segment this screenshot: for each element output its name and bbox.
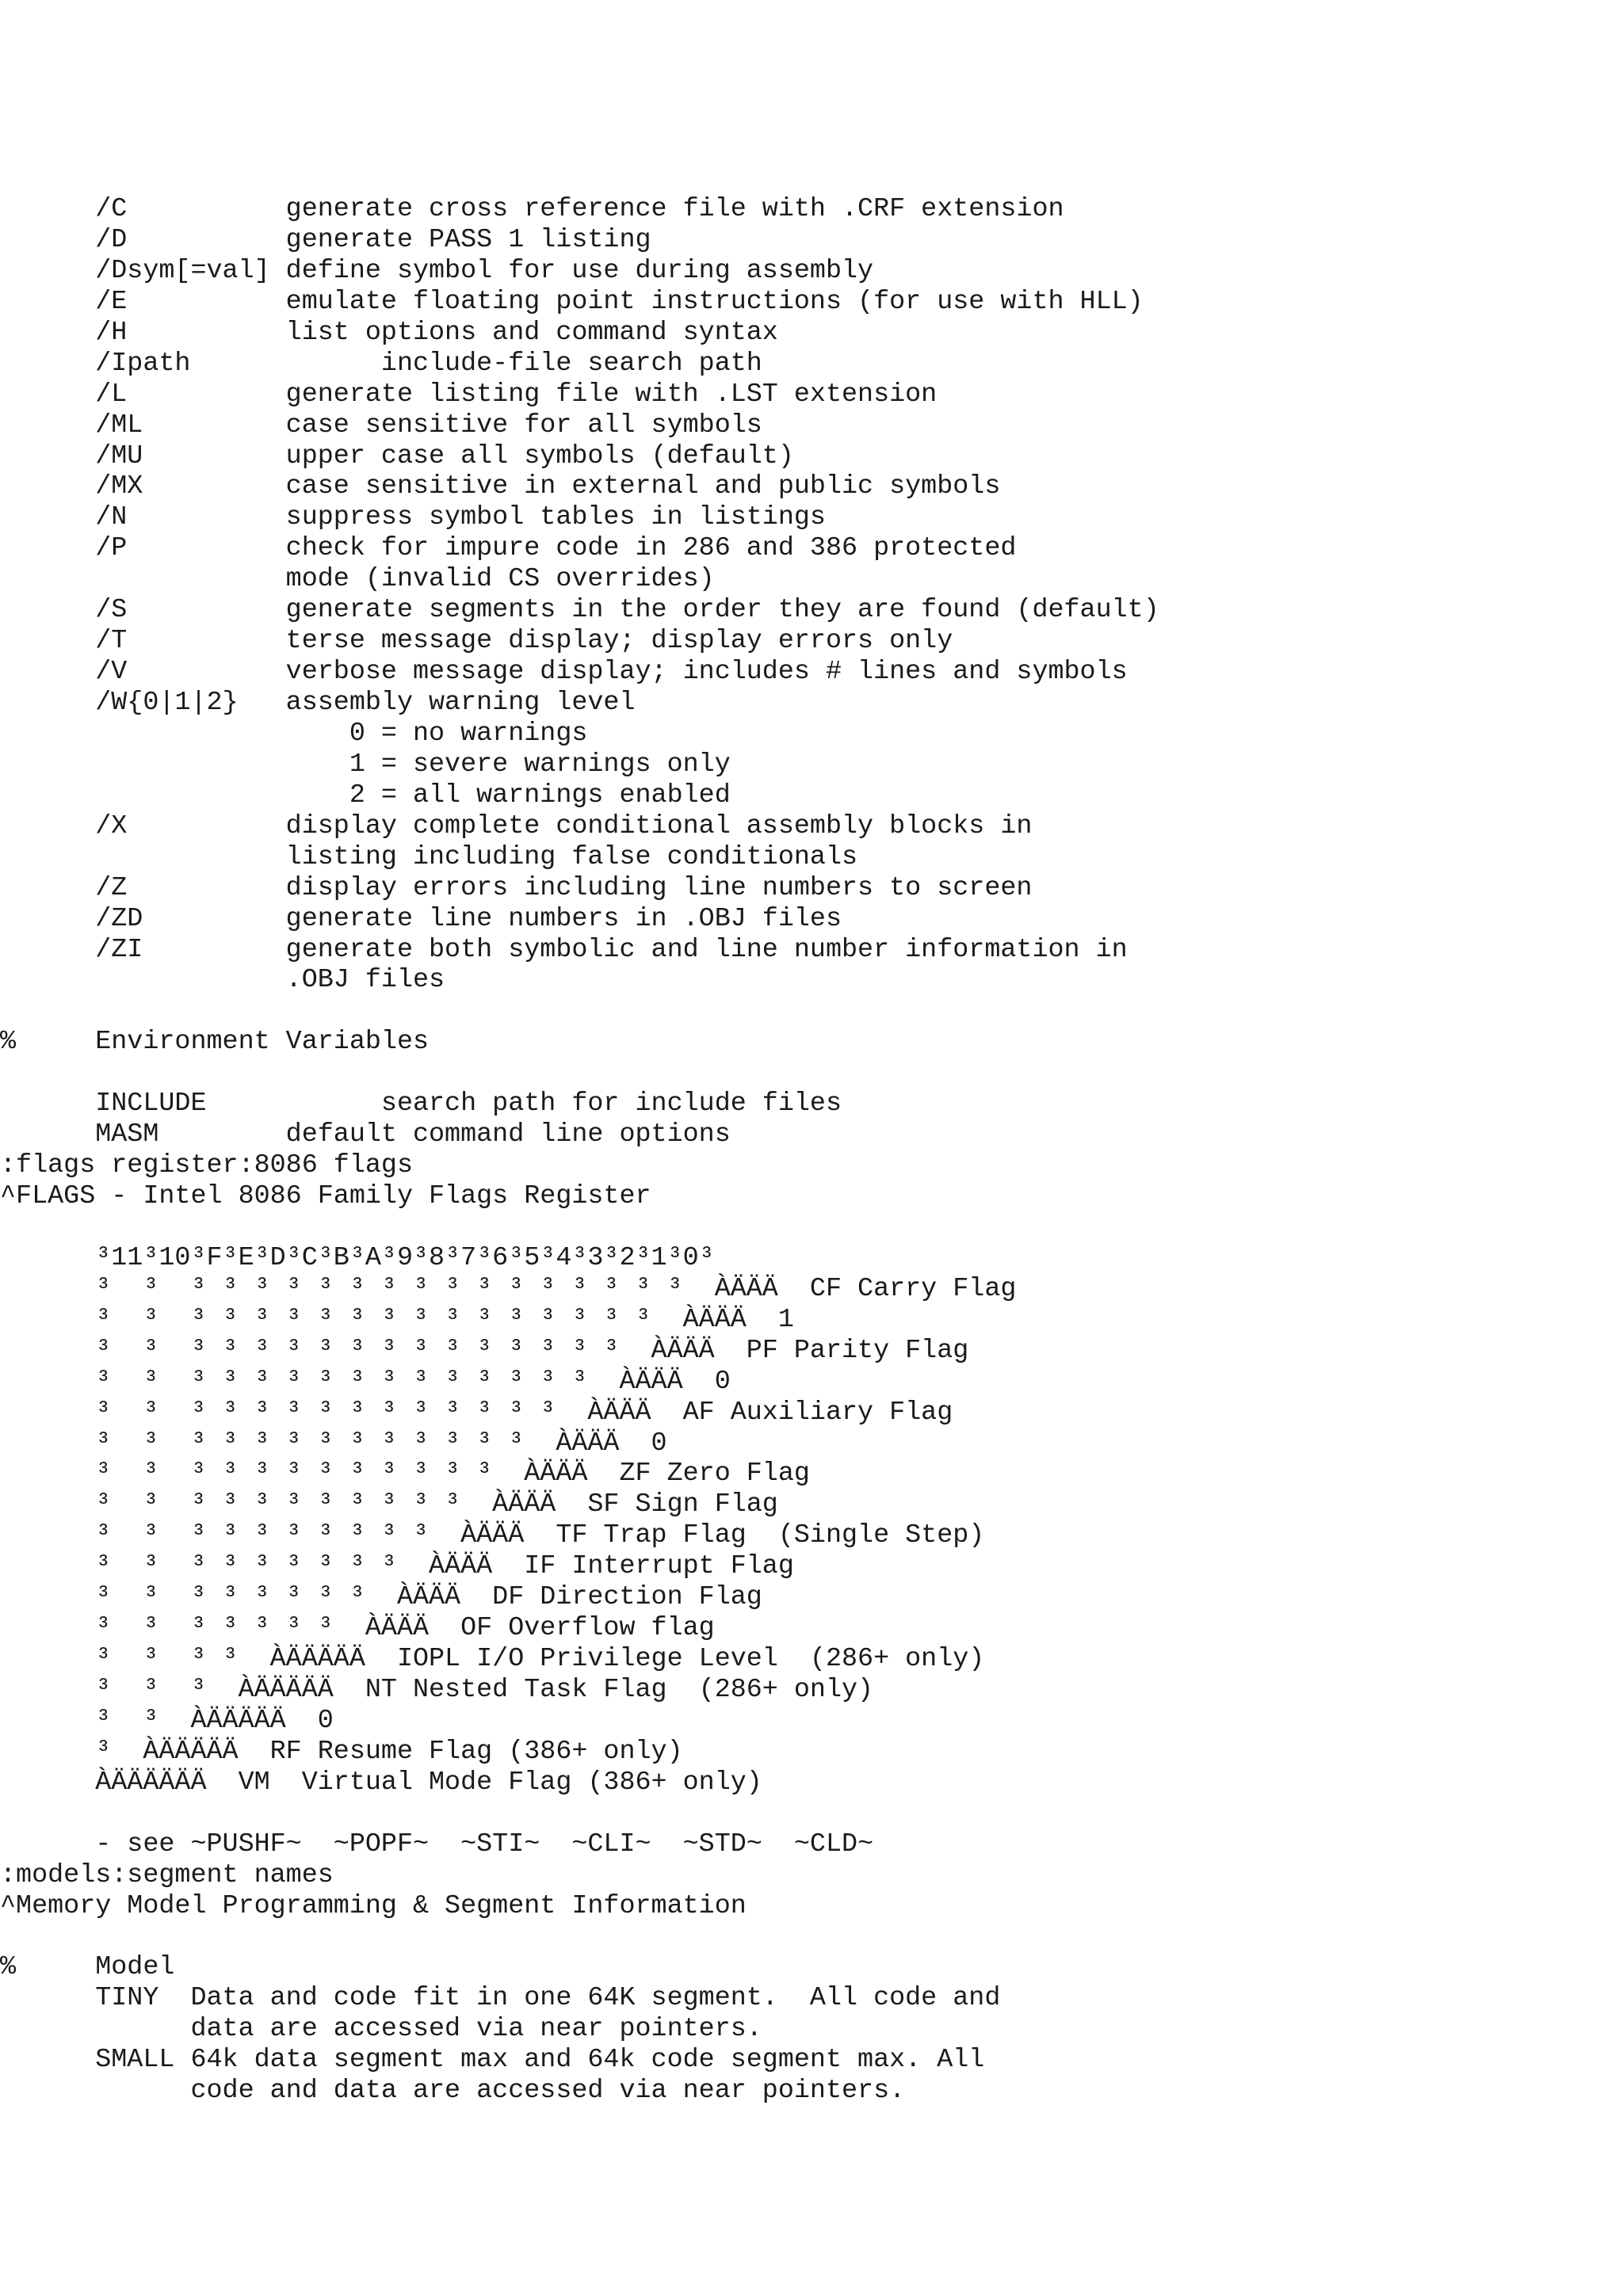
document-line: /C generate cross reference file with .CRF extension (0, 194, 1064, 224)
document-line: ³ ³ ÀÄÄÄÄÄ 0 (0, 1705, 334, 1736)
document-line: 0 = no warnings (0, 718, 588, 749)
document-line: /E emulate floating point instructions (for use with HLL) (0, 286, 1144, 317)
document-line: /T terse message display; display errors only (0, 626, 953, 657)
document-line: listing including false conditionals (0, 841, 858, 872)
document-line: /ZD generate line numbers in .OBJ files (0, 903, 842, 934)
document-line: 1 = severe warnings only (0, 749, 731, 780)
document-line: % Environment Variables (0, 1027, 430, 1058)
document-line: data are accessed via near pointers. (0, 2014, 762, 2045)
document-line: 2 = all warnings enabled (0, 780, 731, 810)
document-line: /N suppress symbol tables in listings (0, 502, 826, 533)
document-line (0, 1058, 1159, 1089)
document-line: /MX case sensitive in external and public symbols (0, 471, 1001, 502)
document-line: ³ ³ ³ ³ ³ ³ ³ ³ ³ ³ ³ ³ ³ ³ ÀÄÄÄ AF Auxiliary Flag (0, 1397, 953, 1428)
document-line: SMALL 64k data segment max and 64k code segment max. All (0, 2045, 985, 2076)
document-line: ³ ³ ³ ³ ³ ³ ³ ³ ³ ³ ³ ³ ³ ³ ³ ³ ÀÄÄÄ PF Parity Flag (0, 1335, 969, 1366)
document-line: ³ ³ ³ ³ ³ ³ ³ ³ ³ ³ ³ ³ ³ ³ ³ ÀÄÄÄ 0 (0, 1366, 731, 1397)
document-line: ³ ³ ³ ÀÄÄÄÄÄ NT Nested Task Flag (286+ only) (0, 1675, 874, 1705)
document-line: ³11³10³F³E³D³C³B³A³9³8³7³6³5³4³3³2³1³0³ (0, 1242, 715, 1273)
document-line: ³ ³ ³ ³ ³ ³ ³ ³ ³ ³ ³ ³ ÀÄÄÄ ZF Zero Flag (0, 1459, 810, 1489)
document-line: ^Memory Model Programming & Segment Information (0, 1890, 747, 1921)
document-line: /V verbose message display; includes # lines and symbols (0, 657, 1128, 688)
document-line: .OBJ files (0, 965, 445, 996)
document-line: ³ ³ ³ ³ ³ ³ ³ ³ ³ ³ ³ ³ ³ ³ ³ ³ ³ ÀÄÄÄ 1 (0, 1304, 794, 1335)
document-line: ³ ³ ³ ³ ³ ³ ³ ³ ³ ³ ÀÄÄÄ TF Trap Flag (Single Step) (0, 1520, 985, 1551)
document-line: ³ ÀÄÄÄÄÄ RF Resume Flag (386+ only) (0, 1736, 683, 1767)
document-line: TINY Data and code fit in one 64K segment. All code and (0, 1983, 1001, 2014)
document-line: /Z display errors including line numbers to screen (0, 872, 1033, 903)
document-line: /X display complete conditional assembly blocks in (0, 810, 1033, 841)
document-line: ³ ³ ³ ³ ³ ³ ³ ÀÄÄÄ OF Overflow flag (0, 1613, 715, 1644)
document-line: :models:segment names (0, 1859, 334, 1890)
document-line: :flags register:8086 flags (0, 1150, 413, 1181)
document-line: /L generate listing file with .LST extension (0, 379, 938, 410)
document-line: ³ ³ ³ ³ ³ ³ ³ ³ ÀÄÄÄ DF Direction Flag (0, 1582, 762, 1613)
document-line: INCLUDE search path for include files (0, 1089, 842, 1119)
document-line: /S generate segments in the order they are found (default) (0, 595, 1159, 626)
document-line: ³ ³ ³ ³ ³ ³ ³ ³ ³ ³ ³ ³ ³ ÀÄÄÄ 0 (0, 1428, 667, 1459)
document-line (0, 1212, 1159, 1243)
document-line (0, 1798, 1159, 1829)
document-line: ³ ³ ³ ³ ³ ³ ³ ³ ³ ÀÄÄÄ IF Interrupt Flag (0, 1551, 794, 1582)
document-line: ³ ³ ³ ³ ³ ³ ³ ³ ³ ³ ³ ÀÄÄÄ SF Sign Flag (0, 1489, 778, 1520)
document-line: /W{0|1|2} assembly warning level (0, 688, 636, 718)
document-line: code and data are accessed via near pointers. (0, 2076, 906, 2107)
document-line: ÀÄÄÄÄÄÄ VM Virtual Mode Flag (386+ only) (0, 1767, 762, 1798)
document-line (0, 996, 1159, 1027)
document-line: MASM default command line options (0, 1119, 731, 1150)
document-line: /MU upper case all symbols (default) (0, 441, 794, 471)
document-line: ³ ³ ³ ³ ³ ³ ³ ³ ³ ³ ³ ³ ³ ³ ³ ³ ³ ³ ÀÄÄÄ CF Carry Flag (0, 1273, 1017, 1304)
document-line: /ML case sensitive for all symbols (0, 410, 762, 441)
document-line (0, 1922, 1159, 1953)
document-line: /Dsym[=val] define symbol for use during assembly (0, 255, 874, 286)
document-line: /Ipath include-file search path (0, 348, 762, 379)
document-line: mode (invalid CS overrides) (0, 564, 715, 595)
document-line: ^FLAGS - Intel 8086 Family Flags Register (0, 1181, 651, 1211)
document-line: /H list options and command syntax (0, 317, 778, 348)
document-line: % Model (0, 1952, 175, 1983)
document-line: - see ~PUSHF~ ~POPF~ ~STI~ ~CLI~ ~STD~ ~CLD~ (0, 1829, 874, 1859)
document-line: /P check for impure code in 286 and 386 protected (0, 533, 1017, 564)
document-line: /D generate PASS 1 listing (0, 224, 651, 255)
document-line: ³ ³ ³ ³ ÀÄÄÄÄÄ IOPL I/O Privilege Level (286+ only) (0, 1644, 985, 1675)
document-line: /ZI generate both symbolic and line number information in (0, 934, 1128, 965)
